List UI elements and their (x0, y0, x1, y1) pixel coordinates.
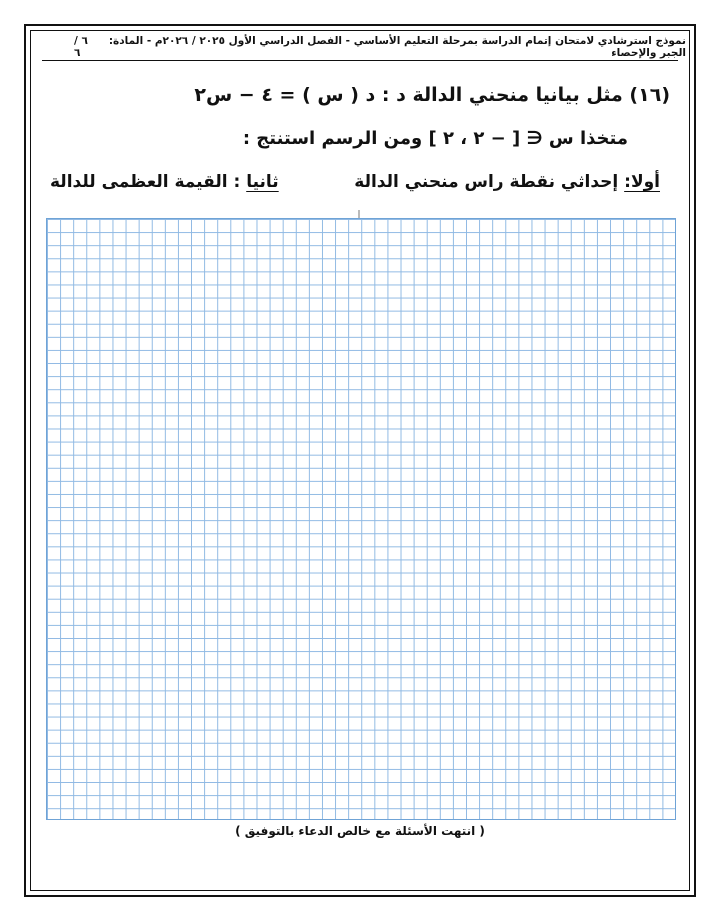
question-parts (50, 172, 660, 192)
question-domain: متخذا س ∈ [ − ٢ ، ٢ ] ومن الرسم استنتج : (242, 128, 628, 149)
part-one-text: إحداثي نقطة راس منحني الدالة (354, 172, 625, 192)
exam-header-title: نموذج استرشادي لامتحان إتمام الدراسة بمرحلة التعليم الأساسي - الفصل الدراسي الأول ٢٠٢٥ / ٢٠٢٦م - المادة: الجبر والإحصاء (108, 35, 686, 59)
graph-paper-grid[interactable] (46, 218, 676, 820)
part-one-label: أولا: (624, 172, 660, 192)
header-divider (42, 60, 678, 61)
part-two-text: : القيمة العظمى للدالة (50, 172, 247, 192)
scan-mark (358, 210, 360, 218)
part-one (354, 172, 660, 192)
part-two (50, 172, 279, 192)
exam-header (34, 36, 686, 58)
closing-note: ( انتهت الأسئلة مع خالص الدعاء بالتوفيق ) (235, 824, 485, 838)
part-two-label: ثانيا (246, 172, 279, 192)
page-number: ٦ / ٦ (74, 35, 88, 59)
question-statement: (١٦) مثل بيانيا منحني الدالة د : د ( س ) = ٤ − س٢ (194, 84, 670, 106)
